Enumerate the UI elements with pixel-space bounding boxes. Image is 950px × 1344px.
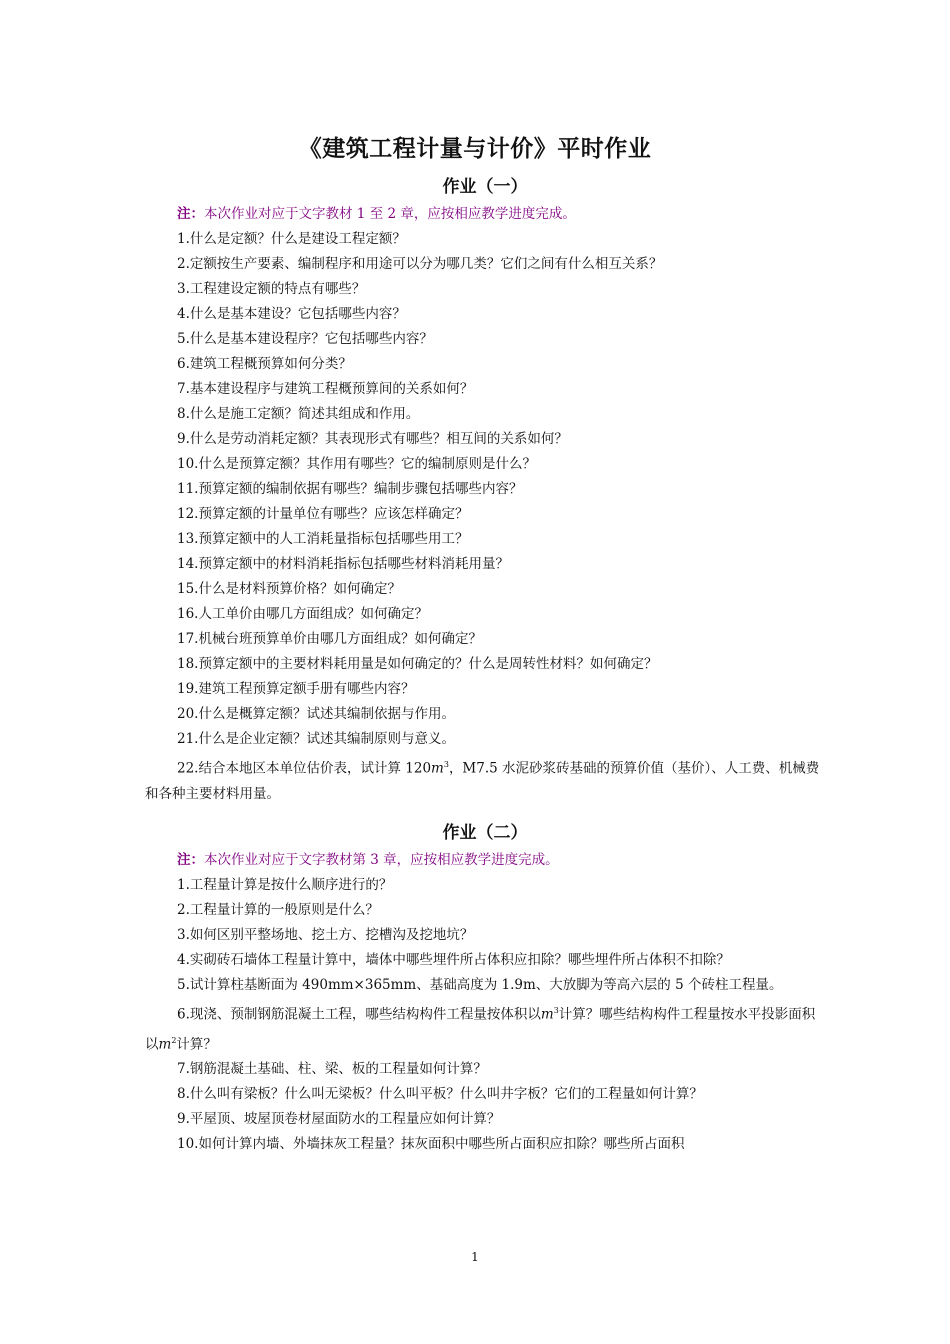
- question-item: 4.什么是基本建设？它包括哪些内容？: [177, 306, 406, 322]
- question-item: 14.预算定额中的材料消耗指标包括哪些材料消耗用量？: [177, 556, 509, 572]
- question-item: 18.预算定额中的主要材料耗用量是如何确定的？什么是周转性材料？如何确定？: [177, 656, 658, 672]
- unit-exponent: 3: [443, 760, 449, 769]
- question-item: 1.工程量计算是按什么顺序进行的？: [177, 877, 393, 893]
- question-item: 19.建筑工程预算定额手册有哪些内容？: [177, 681, 415, 697]
- section-note: [145, 202, 825, 227]
- unit-symbol: m: [431, 760, 444, 777]
- question-item: 15.什么是材料预算价格？如何确定？: [177, 581, 401, 597]
- question-item: 11.预算定额的编制依据有哪些？编制步骤包括哪些内容？: [177, 481, 523, 497]
- question-item: 9.什么是劳动消耗定额？其表现形式有哪些？相互间的关系如何？: [177, 431, 568, 447]
- question-item: 3.工程建设定额的特点有哪些？: [177, 281, 366, 297]
- assignment-section-2: [145, 820, 825, 1157]
- note-label: 注：: [177, 206, 204, 222]
- question-item: 8.什么是施工定额？简述其组成和作用。: [177, 406, 420, 422]
- question-item: 2.工程量计算的一般原则是什么？: [177, 902, 379, 918]
- question-item: 8.什么叫有梁板？什么叫无梁板？什么叫平板？什么叫井字板？它们的工程量如何计算？: [177, 1086, 703, 1102]
- question-list: [145, 227, 825, 807]
- question-item: 10.如何计算内墙、外墙抹灰工程量？抹灰面积中哪些所占面积应扣除？哪些所占面积: [177, 1136, 685, 1152]
- unit-symbol: m: [540, 1006, 554, 1023]
- question-text: 计算？: [176, 1036, 217, 1052]
- question-item: 5.什么是基本建设程序？它包括哪些内容？: [177, 331, 433, 347]
- question-item: 3.如何区别平整场地、挖土方、挖槽沟及挖地坑？: [177, 927, 474, 943]
- question-list: [145, 873, 825, 1157]
- unit-symbol: m: [158, 1036, 172, 1052]
- question-item: 7.钢筋混凝土基础、柱、梁、板的工程量如何计算？: [177, 1061, 487, 1077]
- note-label: 注：: [177, 852, 204, 868]
- question-item: 20.什么是概算定额？试述其编制依据与作用。: [177, 706, 455, 722]
- question-item: 21.什么是企业定额？试述其编制原则与意义。: [177, 731, 455, 747]
- question-item-22: [145, 752, 825, 807]
- note-text: 本次作业对应于文字教材 1 至 2 章，应按相应教学进度完成。: [204, 206, 576, 222]
- section-title: 作业（二）: [442, 823, 528, 843]
- question-item: 6.建筑工程概预算如何分类？: [177, 356, 352, 372]
- question-item: 1.什么是定额？什么是建设工程定额？: [177, 231, 406, 247]
- section-title: 作业（一）: [442, 177, 528, 197]
- question-item: 16.人工单价由哪几方面组成？如何确定？: [177, 606, 428, 622]
- question-text: 计算？哪些结构构件工程量按水平投影面积以: [145, 1006, 816, 1052]
- question-item: 7.基本建设程序与建筑工程概预算间的关系如何？: [177, 381, 474, 397]
- question-item-6: [145, 998, 825, 1057]
- question-item: 5.试计算柱基断面为 490mm×365mm、基础高度为 1.9m、大放脚为等高六层的 5 个砖柱工程量。: [177, 977, 783, 993]
- question-item: 17.机械台班预算单价由哪几方面组成？如何确定？: [177, 631, 482, 647]
- document-title: 《建筑工程计量与计价》平时作业: [298, 136, 652, 162]
- section-note: [145, 848, 825, 873]
- question-text: 22.结合本地区本单位估价表，试计算 120: [177, 760, 432, 777]
- assignment-section-1: [145, 174, 825, 807]
- question-item: 2.定额按生产要素、编制程序和用途可以分为哪几类？它们之间有什么相互关系？: [177, 256, 663, 272]
- question-item: 4.实砌砖石墙体工程量计算中，墙体中哪些埋件所占体积应扣除？哪些埋件所占体积不扣除？: [177, 952, 730, 968]
- question-item: 9.平屋顶、坡屋顶卷材屋面防水的工程量应如何计算？: [177, 1111, 501, 1127]
- question-text: 6.现浇、预制钢筋混凝土工程，哪些结构构件工程量按体积以: [177, 1006, 541, 1023]
- note-text: 本次作业对应于文字教材第 3 章，应按相应教学进度完成。: [204, 852, 559, 868]
- unit-exponent: 3: [553, 1006, 559, 1015]
- question-item: 12.预算定额的计量单位有哪些？应该怎样确定？: [177, 506, 469, 522]
- question-text: ，M7.5 水泥砂浆砖基础的预算价值（基价）、人工费、机械费和各种主要材料用量。: [145, 760, 820, 802]
- question-item: 13.预算定额中的人工消耗量指标包括哪些用工？: [177, 531, 469, 547]
- question-item: 10.什么是预算定额？其作用有哪些？它的编制原则是什么？: [177, 456, 536, 472]
- unit-exponent: 2: [171, 1035, 177, 1045]
- page-number: 1: [471, 1250, 479, 1264]
